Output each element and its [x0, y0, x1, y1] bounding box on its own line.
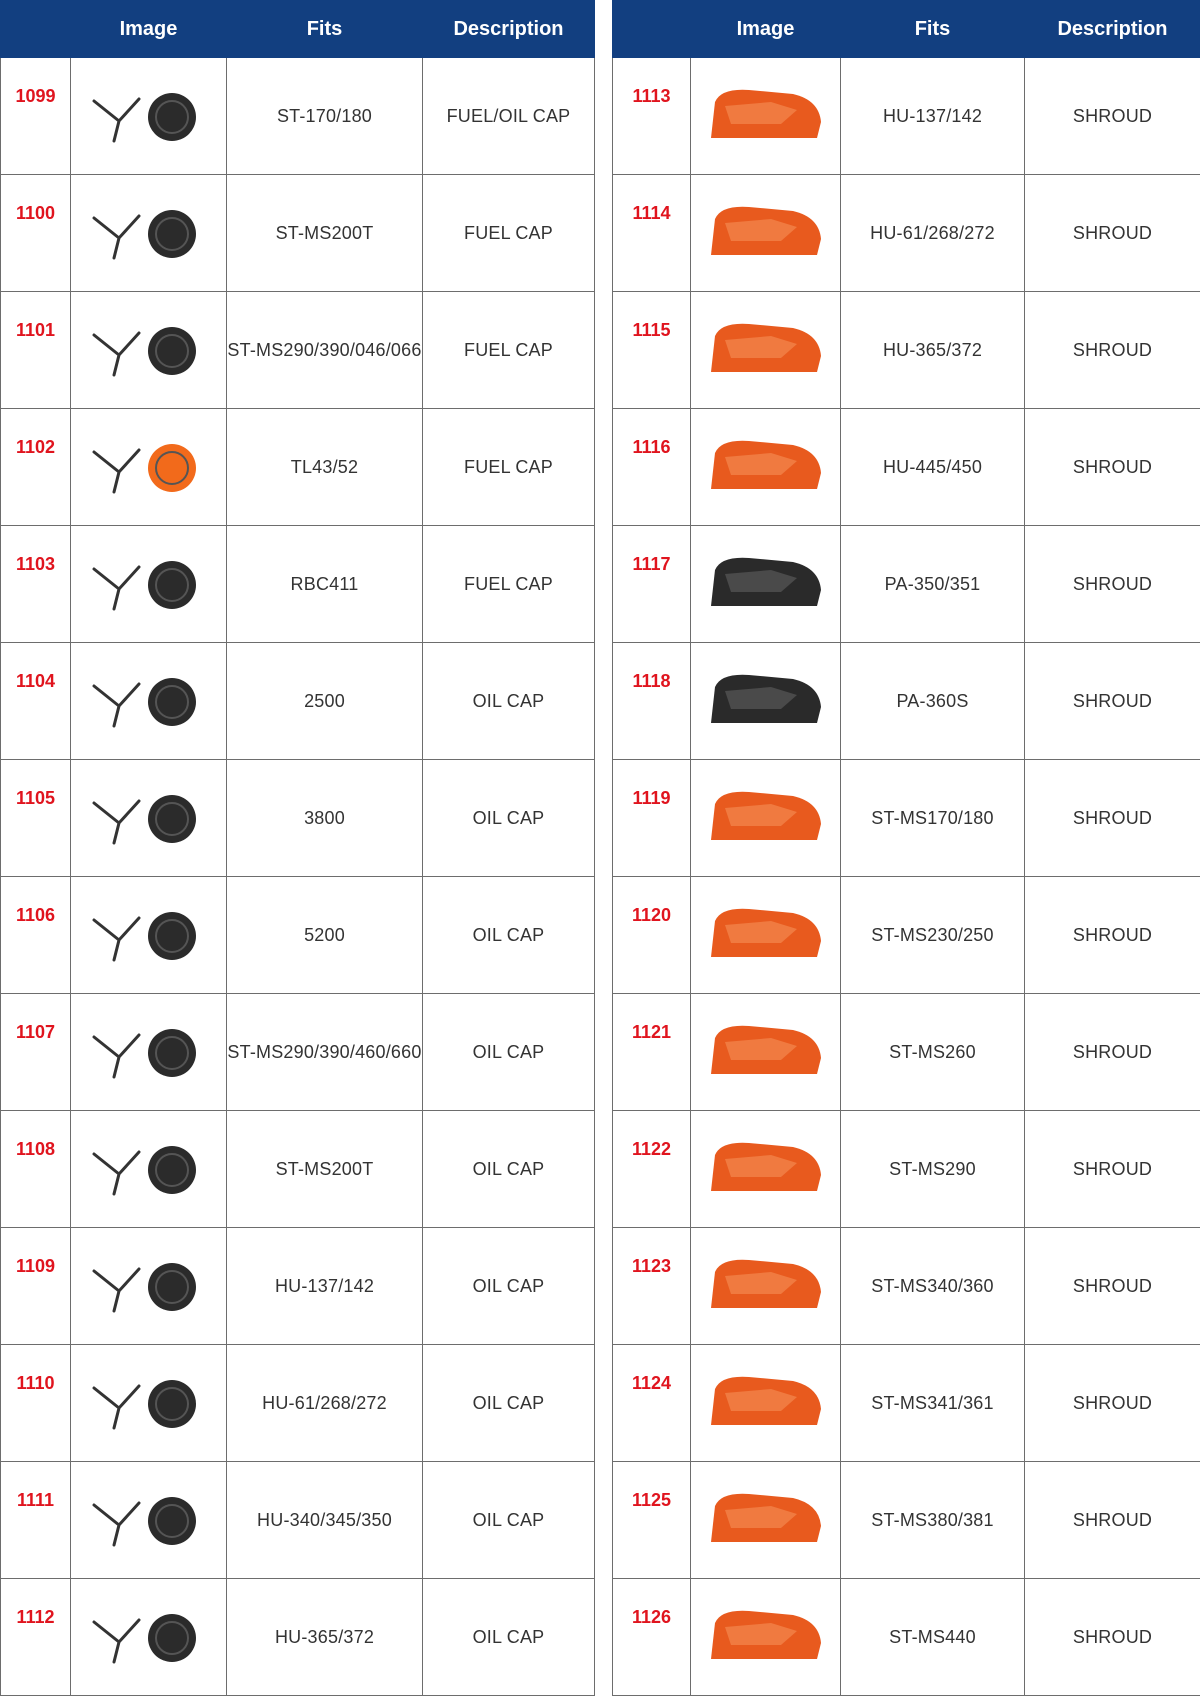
fits-cell: ST-MS290/390/046/066 — [227, 292, 423, 409]
shroud-icon-graphic — [701, 1016, 831, 1088]
shroud-icon — [691, 877, 841, 994]
description-cell: SHROUD — [1025, 1345, 1200, 1462]
fuel-oil-cap-icon-graphic — [84, 81, 214, 151]
fuel-oil-cap-icon — [71, 58, 227, 175]
description-cell: SHROUD — [1025, 760, 1200, 877]
table-row — [1, 994, 595, 1111]
fits-cell: PA-350/351 — [841, 526, 1025, 643]
shroud-icon-graphic — [701, 1133, 831, 1205]
image-header: Image — [71, 1, 227, 58]
shroud-icon-graphic — [701, 431, 831, 503]
description-cell: FUEL CAP — [423, 526, 595, 643]
table-row — [613, 58, 1200, 175]
description-cell: SHROUD — [1025, 409, 1200, 526]
shroud-icon-graphic — [701, 80, 831, 152]
oil-cap-icon — [71, 1228, 227, 1345]
black-shroud-icon-graphic — [701, 548, 831, 620]
part-code: 1102 — [1, 409, 71, 526]
header-row — [613, 1, 1200, 58]
table-row — [1, 1345, 595, 1462]
fits-cell: ST-MS380/381 — [841, 1462, 1025, 1579]
part-code: 1104 — [1, 643, 71, 760]
oil-cap-icon — [71, 760, 227, 877]
fuel-cap-icon — [71, 526, 227, 643]
table-row — [1, 526, 595, 643]
fits-cell: RBC411 — [227, 526, 423, 643]
oil-cap-icon — [71, 1345, 227, 1462]
shroud-icon — [691, 1345, 841, 1462]
shroud-icon — [691, 292, 841, 409]
part-code: 1119 — [613, 760, 691, 877]
table-row — [1, 643, 595, 760]
part-code: 1105 — [1, 760, 71, 877]
fits-cell: PA-360S — [841, 643, 1025, 760]
description-header: Description — [1025, 1, 1200, 58]
parts-table-left — [0, 0, 595, 1696]
table-row — [613, 526, 1200, 643]
fits-cell: HU-137/142 — [841, 58, 1025, 175]
shroud-icon — [691, 1111, 841, 1228]
part-code: 1117 — [613, 526, 691, 643]
description-cell: OIL CAP — [423, 994, 595, 1111]
shroud-icon — [691, 409, 841, 526]
fits-header: Fits — [841, 1, 1025, 58]
oil-cap-icon — [71, 877, 227, 994]
table-row — [1, 760, 595, 877]
shroud-icon — [691, 1462, 841, 1579]
shroud-icon — [691, 1228, 841, 1345]
shroud-icon — [691, 994, 841, 1111]
oil-cap-icon — [71, 643, 227, 760]
fuel-cap-icon-graphic — [84, 198, 214, 268]
part-code: 1101 — [1, 292, 71, 409]
shroud-icon-graphic — [701, 314, 831, 386]
table-row — [1, 1462, 595, 1579]
description-cell: FUEL CAP — [423, 292, 595, 409]
black-shroud-icon-graphic — [701, 665, 831, 737]
description-cell: SHROUD — [1025, 1579, 1200, 1696]
shroud-icon-graphic — [701, 899, 831, 971]
fits-cell: ST-MS340/360 — [841, 1228, 1025, 1345]
fits-cell: HU-340/345/350 — [227, 1462, 423, 1579]
shroud-icon-graphic — [701, 1601, 831, 1673]
table-row — [1, 877, 595, 994]
table-row — [613, 877, 1200, 994]
shroud-icon — [691, 1579, 841, 1696]
fits-cell: ST-MS230/250 — [841, 877, 1025, 994]
part-code: 1113 — [613, 58, 691, 175]
table-row — [613, 760, 1200, 877]
black-shroud-icon — [691, 526, 841, 643]
part-code: 1112 — [1, 1579, 71, 1696]
oil-cap-icon-graphic — [84, 1368, 214, 1438]
description-cell: SHROUD — [1025, 292, 1200, 409]
description-cell: SHROUD — [1025, 58, 1200, 175]
fits-cell: ST-MS170/180 — [841, 760, 1025, 877]
shroud-icon-graphic — [701, 1367, 831, 1439]
oil-cap-icon — [71, 1579, 227, 1696]
code-header — [613, 1, 691, 58]
oil-cap-icon-graphic — [84, 1602, 214, 1672]
shroud-icon — [691, 58, 841, 175]
fuel-cap-icon — [71, 292, 227, 409]
orange-fuel-cap-icon — [71, 409, 227, 526]
part-code: 1122 — [613, 1111, 691, 1228]
description-cell: SHROUD — [1025, 1111, 1200, 1228]
fits-cell: ST-MS260 — [841, 994, 1025, 1111]
part-code: 1123 — [613, 1228, 691, 1345]
part-code: 1115 — [613, 292, 691, 409]
table-row — [1, 1579, 595, 1696]
fits-cell: ST-MS440 — [841, 1579, 1025, 1696]
black-shroud-icon — [691, 643, 841, 760]
part-code: 1126 — [613, 1579, 691, 1696]
fits-cell: HU-365/372 — [841, 292, 1025, 409]
description-cell: SHROUD — [1025, 175, 1200, 292]
fits-cell: HU-445/450 — [841, 409, 1025, 526]
part-code: 1099 — [1, 58, 71, 175]
table-row — [1, 1111, 595, 1228]
description-cell: OIL CAP — [423, 1462, 595, 1579]
part-code: 1114 — [613, 175, 691, 292]
oil-cap-icon-graphic — [84, 1485, 214, 1555]
table-row — [1, 1228, 595, 1345]
table-row — [613, 643, 1200, 760]
fits-cell: ST-MS290/390/460/660 — [227, 994, 423, 1111]
description-cell: SHROUD — [1025, 877, 1200, 994]
fits-cell: HU-61/268/272 — [841, 175, 1025, 292]
table-row — [613, 1462, 1200, 1579]
table-row — [613, 1111, 1200, 1228]
shroud-icon — [691, 760, 841, 877]
description-cell: SHROUD — [1025, 994, 1200, 1111]
table-row — [613, 1345, 1200, 1462]
part-code: 1108 — [1, 1111, 71, 1228]
oil-cap-icon-graphic — [84, 666, 214, 736]
fits-cell: HU-137/142 — [227, 1228, 423, 1345]
part-code: 1116 — [613, 409, 691, 526]
table-row — [1, 58, 595, 175]
orange-fuel-cap-icon-graphic — [84, 432, 214, 502]
oil-cap-icon — [71, 1111, 227, 1228]
description-cell: OIL CAP — [423, 643, 595, 760]
part-code: 1100 — [1, 175, 71, 292]
part-code: 1120 — [613, 877, 691, 994]
fits-cell: ST-MS200T — [227, 175, 423, 292]
image-header: Image — [691, 1, 841, 58]
table-row — [613, 994, 1200, 1111]
description-cell: FUEL/OIL CAP — [423, 58, 595, 175]
oil-cap-icon-graphic — [84, 783, 214, 853]
oil-cap-icon-graphic — [84, 900, 214, 970]
description-cell: OIL CAP — [423, 1228, 595, 1345]
fits-header: Fits — [227, 1, 423, 58]
description-cell: SHROUD — [1025, 1462, 1200, 1579]
oil-cap-icon — [71, 994, 227, 1111]
table-row — [613, 175, 1200, 292]
fits-cell: ST-MS341/361 — [841, 1345, 1025, 1462]
description-cell: OIL CAP — [423, 760, 595, 877]
shroud-icon-graphic — [701, 1250, 831, 1322]
part-code: 1109 — [1, 1228, 71, 1345]
fits-cell: ST-170/180 — [227, 58, 423, 175]
fits-cell: ST-MS200T — [227, 1111, 423, 1228]
part-code: 1103 — [1, 526, 71, 643]
fits-cell: TL43/52 — [227, 409, 423, 526]
description-cell: OIL CAP — [423, 1345, 595, 1462]
table-row — [613, 292, 1200, 409]
shroud-icon-graphic — [701, 197, 831, 269]
description-cell: SHROUD — [1025, 1228, 1200, 1345]
fits-cell: 5200 — [227, 877, 423, 994]
table-row — [1, 292, 595, 409]
fits-cell: 3800 — [227, 760, 423, 877]
shroud-icon — [691, 175, 841, 292]
part-code: 1110 — [1, 1345, 71, 1462]
part-code: 1111 — [1, 1462, 71, 1579]
table-row — [613, 409, 1200, 526]
description-cell: FUEL CAP — [423, 409, 595, 526]
description-cell: OIL CAP — [423, 1111, 595, 1228]
fits-cell: HU-61/268/272 — [227, 1345, 423, 1462]
fits-cell: 2500 — [227, 643, 423, 760]
shroud-icon-graphic — [701, 782, 831, 854]
part-code: 1107 — [1, 994, 71, 1111]
parts-table-right — [612, 0, 1200, 1696]
part-code: 1125 — [613, 1462, 691, 1579]
description-header: Description — [423, 1, 595, 58]
code-header — [1, 1, 71, 58]
description-cell: OIL CAP — [423, 1579, 595, 1696]
part-code: 1121 — [613, 994, 691, 1111]
fits-cell: HU-365/372 — [227, 1579, 423, 1696]
part-code: 1124 — [613, 1345, 691, 1462]
part-code: 1118 — [613, 643, 691, 760]
part-code: 1106 — [1, 877, 71, 994]
description-cell: OIL CAP — [423, 877, 595, 994]
oil-cap-icon-graphic — [84, 1134, 214, 1204]
oil-cap-icon-graphic — [84, 1251, 214, 1321]
fits-cell: ST-MS290 — [841, 1111, 1025, 1228]
table-row — [1, 175, 595, 292]
description-cell: FUEL CAP — [423, 175, 595, 292]
fuel-cap-icon-graphic — [84, 315, 214, 385]
oil-cap-icon-graphic — [84, 1017, 214, 1087]
table-row — [1, 409, 595, 526]
shroud-icon-graphic — [701, 1484, 831, 1556]
table-row — [613, 1228, 1200, 1345]
fuel-cap-icon-graphic — [84, 549, 214, 619]
description-cell: SHROUD — [1025, 643, 1200, 760]
fuel-cap-icon — [71, 175, 227, 292]
oil-cap-icon — [71, 1462, 227, 1579]
header-row — [1, 1, 595, 58]
description-cell: SHROUD — [1025, 526, 1200, 643]
table-row — [613, 1579, 1200, 1696]
